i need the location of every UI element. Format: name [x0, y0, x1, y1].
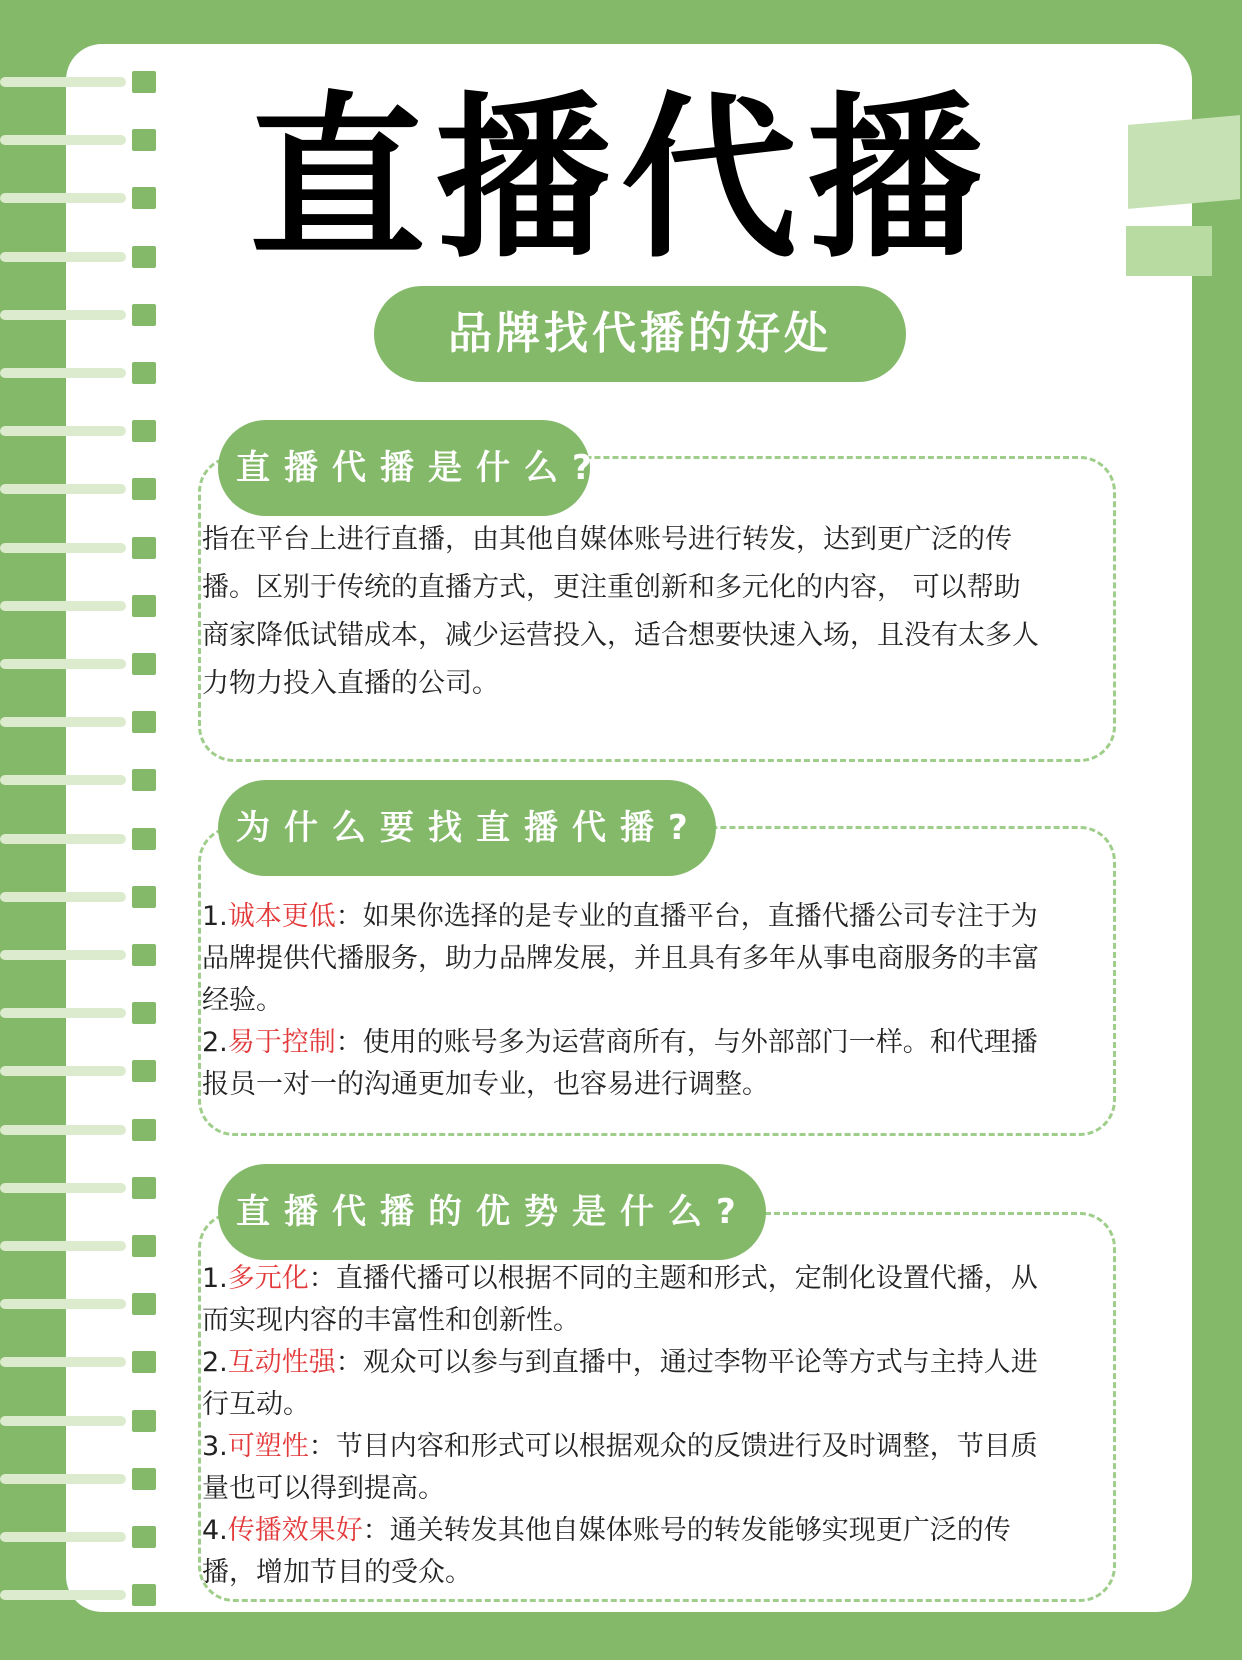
binding-ring — [0, 1125, 126, 1135]
item-number: 2. — [202, 1027, 228, 1058]
item-continuation: 品牌提供代播服务，助力品牌发展，并且具有多年从事电商服务的丰富 — [202, 943, 1039, 974]
item-continuation: 播，增加节目的受众。 — [202, 1557, 472, 1588]
binding-tab — [132, 1584, 156, 1606]
binding-tab — [132, 1002, 156, 1024]
page-title: 直播代播 — [248, 77, 993, 282]
binding-ring — [0, 426, 126, 436]
binding-ring — [0, 892, 126, 902]
binding-ring — [0, 1474, 126, 1484]
item-number: 3. — [202, 1431, 228, 1462]
list-item-first-line — [202, 1426, 1114, 1468]
binding-ring — [0, 368, 126, 378]
list-item-first-line — [202, 1258, 1114, 1300]
list-item — [202, 1022, 1114, 1106]
binding-ring — [0, 1008, 126, 1018]
binding-ring — [0, 1299, 126, 1309]
section-what-is-body — [202, 516, 1114, 708]
item-keyword: 可塑性 — [227, 1431, 309, 1462]
binding-tab — [132, 1293, 156, 1315]
list-item-first-line — [202, 896, 1114, 938]
body-line: 指在平台上进行直播，由其他自媒体账号进行转发，达到更广泛的传 — [202, 524, 1012, 555]
section-what-is-heading: 直播代播是什么? — [218, 420, 590, 516]
binding-tab — [132, 1119, 156, 1141]
item-text: ：节目内容和形式可以根据观众的反馈进行及时调整，节目质 — [308, 1431, 1038, 1462]
item-continuation: 行互动。 — [202, 1389, 310, 1420]
item-continuation: 而实现内容的丰富性和创新性。 — [202, 1305, 580, 1336]
list-item — [202, 1258, 1114, 1342]
binding-ring — [0, 1416, 126, 1426]
section-why-body — [202, 896, 1114, 1106]
section-advantages-body — [202, 1258, 1114, 1594]
list-item — [202, 1342, 1114, 1426]
binding-ring — [0, 834, 126, 844]
list-item-first-line — [202, 1022, 1114, 1064]
binding-tab — [132, 1468, 156, 1490]
section-why-heading: 为什么要找直播代播? — [218, 780, 716, 876]
binding-tab — [132, 595, 156, 617]
item-number: 4. — [202, 1515, 228, 1546]
body-line: 播。区别于传统的直播方式，更注重创新和多元化的内容， 可以帮助 — [202, 572, 1021, 603]
binding-ring — [0, 1183, 126, 1193]
binding-ring — [0, 543, 126, 553]
binding-tab — [132, 1410, 156, 1432]
binding-ring — [0, 1241, 126, 1251]
list-item-first-line — [202, 1510, 1114, 1552]
list-item — [202, 1426, 1114, 1510]
item-text: ：如果你选择的是专业的直播平台，直播代播公司专注于为 — [335, 901, 1038, 932]
binding-tab — [132, 1060, 156, 1082]
binding-tab — [132, 769, 156, 791]
list-item — [202, 1510, 1114, 1594]
subtitle-badge: 品牌找代播的好处 — [374, 286, 906, 382]
binding-ring — [0, 950, 126, 960]
binding-tab — [132, 304, 156, 326]
binding-tab — [132, 478, 156, 500]
binding-tab — [132, 1526, 156, 1548]
list-item — [202, 896, 1114, 1022]
binding-ring — [0, 1590, 126, 1600]
binding-tab — [132, 420, 156, 442]
item-text: ：使用的账号多为运营商所有，与外部部门一样。和代理播 — [335, 1027, 1038, 1058]
item-number: 1. — [202, 1263, 228, 1294]
binding-tab — [132, 944, 156, 966]
list-item-first-line — [202, 1342, 1114, 1384]
binding-tab — [132, 362, 156, 384]
binding-tab — [132, 711, 156, 733]
binding-ring — [0, 310, 126, 320]
binding-tab — [132, 1177, 156, 1199]
item-keyword: 多元化 — [227, 1263, 309, 1294]
item-keyword: 诚本更低 — [227, 901, 336, 932]
item-number: 2. — [202, 1347, 228, 1378]
binding-ring — [0, 1357, 126, 1367]
body-line: 力物力投入直播的公司。 — [202, 668, 499, 699]
binding-ring — [0, 601, 126, 611]
item-continuation: 报员一对一的沟通更加专业，也容易进行调整。 — [202, 1069, 769, 1100]
binding-ring — [0, 1066, 126, 1076]
binding-ring — [0, 659, 126, 669]
binding-tab — [132, 653, 156, 675]
binding-ring — [0, 484, 126, 494]
item-text: ：通关转发其他自媒体账号的转发能够实现更广泛的传 — [362, 1515, 1011, 1546]
item-keyword: 互动性强 — [227, 1347, 336, 1378]
binding-tab — [132, 537, 156, 559]
binding-ring — [0, 775, 126, 785]
item-keyword: 易于控制 — [227, 1027, 336, 1058]
binding-tab — [132, 1235, 156, 1257]
binding-ring — [0, 1532, 126, 1542]
binding-ring — [0, 717, 126, 727]
item-continuation: 经验。 — [202, 985, 283, 1016]
item-text: ：观众可以参与到直播中，通过李物平论等方式与主持人进 — [335, 1347, 1038, 1378]
binding-tab — [132, 828, 156, 850]
item-number: 1. — [202, 901, 228, 932]
item-continuation: 量也可以得到提高。 — [202, 1473, 445, 1504]
item-keyword: 传播效果好 — [227, 1515, 363, 1546]
binding-tab — [132, 1351, 156, 1373]
item-text: ：直播代播可以根据不同的主题和形式，定制化设置代播，从 — [308, 1263, 1038, 1294]
binding-tab — [132, 886, 156, 908]
section-advantages-heading: 直播代播的优势是什么? — [218, 1164, 766, 1260]
body-line: 商家降低试错成本，减少运营投入，适合想要快速入场，且没有太多人 — [202, 620, 1039, 651]
